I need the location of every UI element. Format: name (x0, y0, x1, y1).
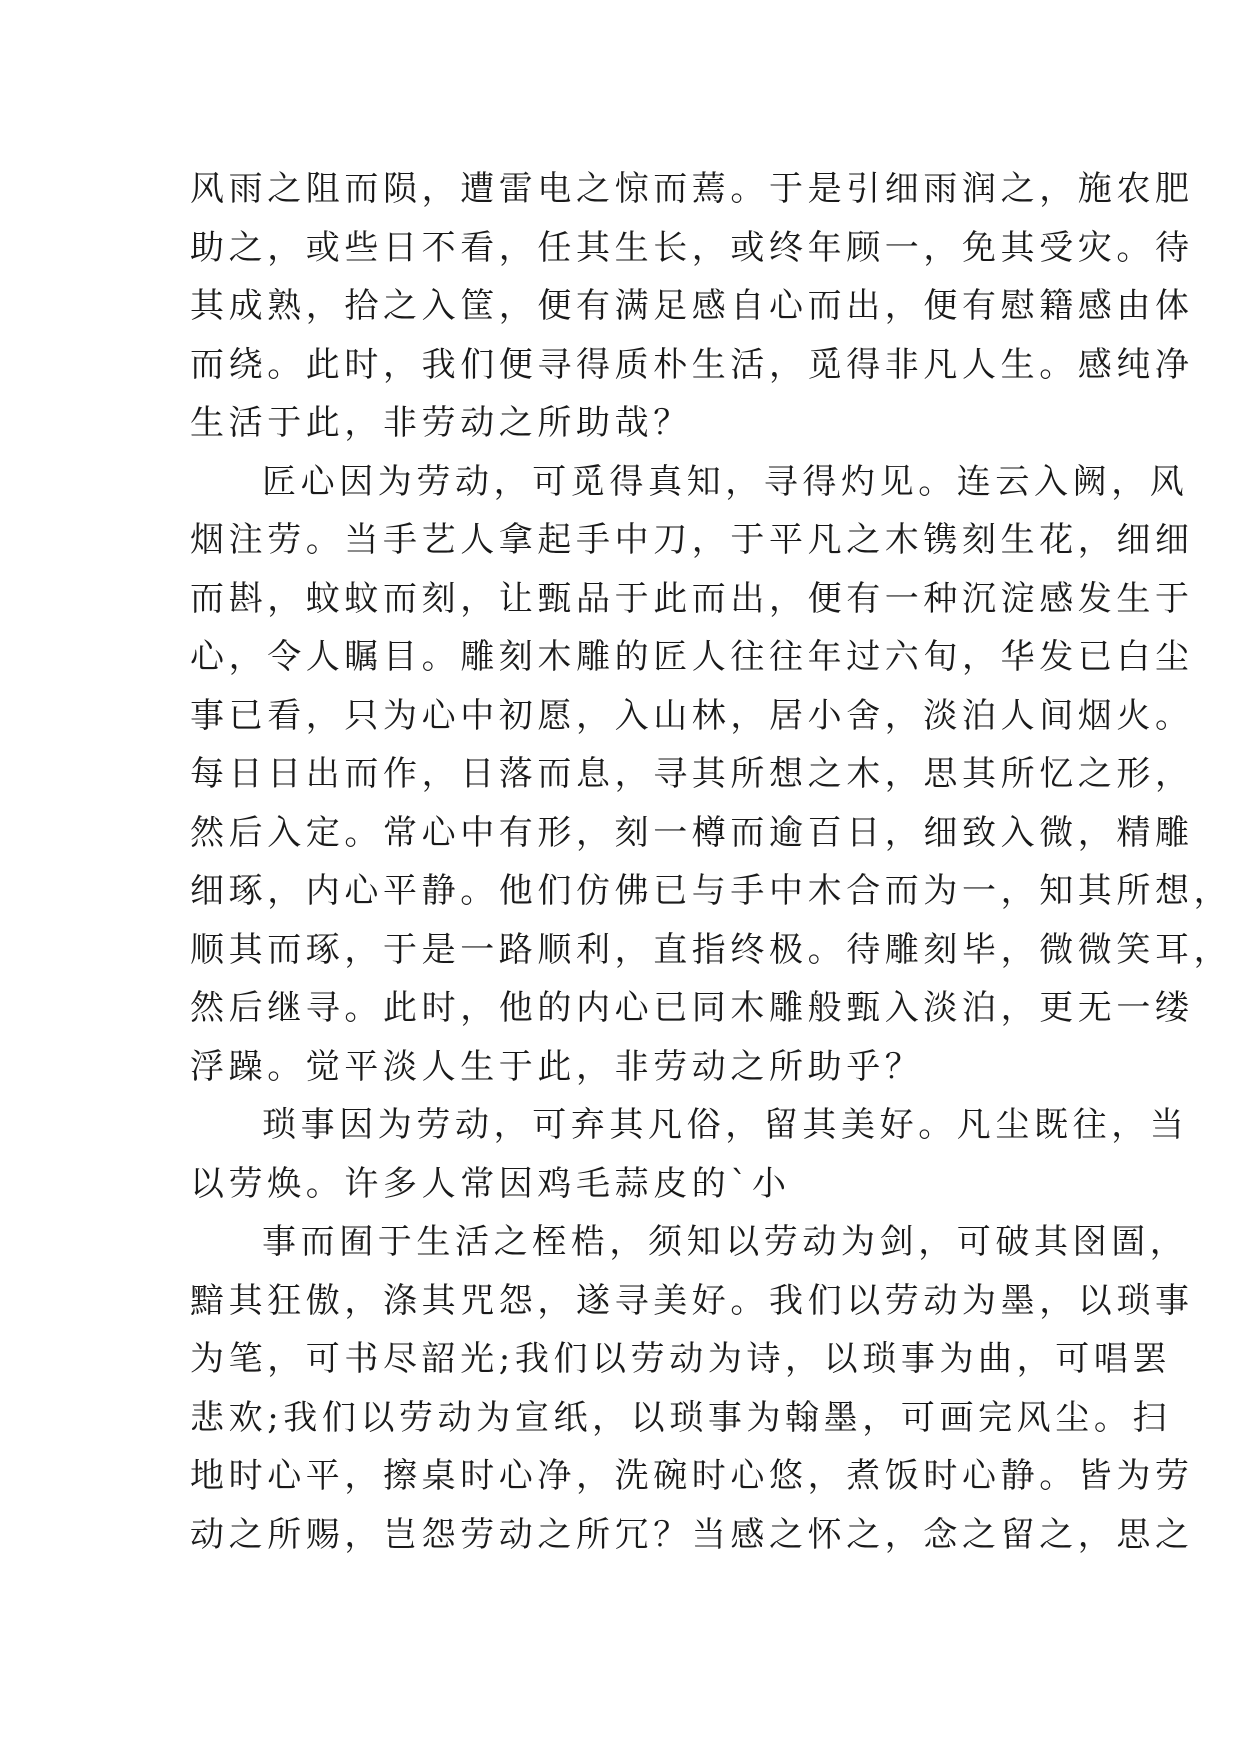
text-line: 以劳焕。许多人常因鸡毛蒜皮的`小 (190, 1163, 791, 1204)
text-line: 而斟，蚊蚊而刻，让甄品于此而出，便有一种沉淀感发生于 (190, 578, 1194, 619)
text-line: 为笔，可书尽韶光;我们以劳动为诗，以琐事为曲，可唱罢 (190, 1339, 1172, 1379)
text-line: 烟注劳。当手艺人拿起手中刀，于平凡之木镌刻生花，细细 (190, 520, 1194, 560)
text-line: 动之所赐，岂怨劳动之所冗？当感之怀之，念之留之，思之 (190, 1514, 1194, 1555)
text-line: 匠心因为劳动，可觅得真知，寻得灼见。连云入阙，风 (262, 461, 1189, 502)
paragraph-4 (190, 1213, 1194, 1564)
text-line: 悲欢;我们以劳动为宣纸，以琐事为翰墨，可画完风尘。扫 (190, 1397, 1172, 1438)
text-line: 事而囿于生活之桎梏，须知以劳动为剑，可破其囹圄， (262, 1222, 1189, 1262)
text-line: 助之，或些日不看，任其生长，或终年顾一，免其受灾。待 (190, 227, 1194, 268)
text-line: 生活于此，非劳动之所助哉？ (190, 403, 692, 443)
text-line: 事已看，只为心中初愿，入山林，居小舍，淡泊人间烟火。 (190, 695, 1194, 736)
text-line: 而绕。此时，我们便寻得质朴生活，觅得非凡人生。感纯净 (190, 344, 1194, 385)
text-line: 每日日出而作，日落而息，寻其所想之木，思其所忆之形， (190, 754, 1194, 794)
text-line: 黯其狂傲，涤其咒怨，遂寻美好。我们以劳动为墨，以琐事 (190, 1280, 1194, 1321)
text-line: 其成熟，拾之入筐，便有满足感自心而出，便有慰籍感由体 (190, 286, 1194, 326)
paragraph-3 (190, 1096, 1189, 1213)
document-body (190, 160, 1233, 1564)
text-line: 顺其而琢，于是一路顺利，直指终极。待雕刻毕，微微笑耳， (190, 929, 1233, 970)
text-line: 然后入定。常心中有形，刻一樽而逾百日，细致入微，精雕 (190, 812, 1194, 853)
text-line: 浮躁。觉平淡人生于此，非劳动之所助乎？ (190, 1046, 924, 1087)
text-line: 地时心平，擦桌时心净，洗碗时心悠，煮饭时心静。皆为劳 (190, 1456, 1194, 1496)
text-line: 细琢，内心平静。他们仿佛已与手中木合而为一，知其所想， (190, 871, 1233, 911)
text-line: 然后继寻。此时，他的内心已同木雕般甄入淡泊，更无一缕 (190, 988, 1194, 1028)
text-line: 心，令人瞩目。雕刻木雕的匠人往往年过六旬，华发已白尘 (190, 637, 1194, 677)
text-line: 琐事因为劳动，可弃其凡俗，留其美好。凡尘既往，当 (262, 1105, 1189, 1145)
paragraph-2 (190, 453, 1233, 1097)
paragraph-1 (190, 160, 1194, 453)
text-line: 风雨之阻而陨，遭雷电之惊而蔫。于是引细雨润之，施农肥 (190, 169, 1194, 209)
